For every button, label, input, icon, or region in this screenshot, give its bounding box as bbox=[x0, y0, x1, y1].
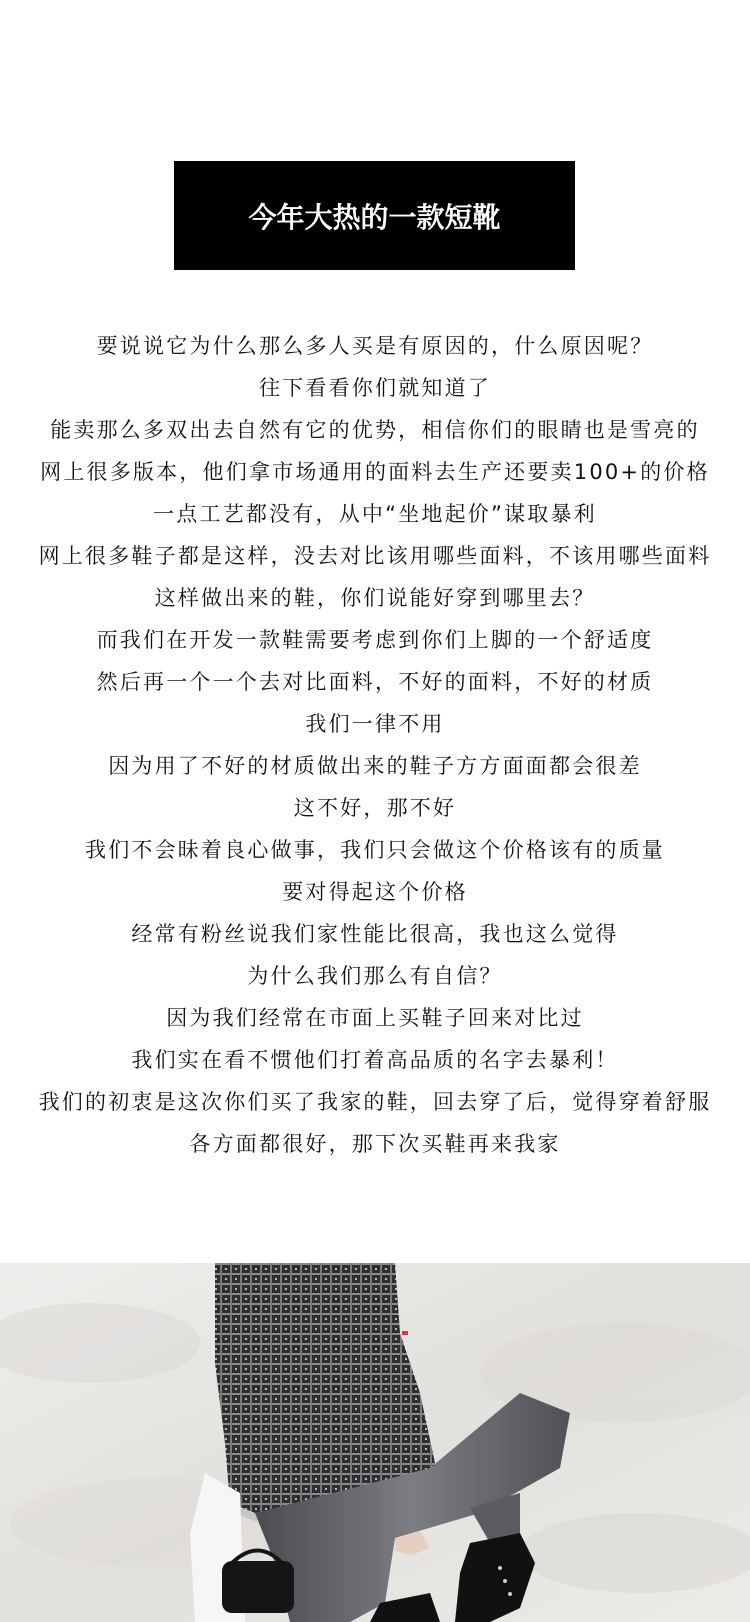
description-line: 各方面都很好，那下次买鞋再来我家 bbox=[189, 1132, 561, 1156]
description-line: 因为我们经常在市面上买鞋子回来对比过 bbox=[166, 1006, 584, 1030]
description-line: 能卖那么多双出去自然有它的优势，相信你们的眼睛也是雪亮的 bbox=[50, 418, 700, 442]
description-line: 为什么我们那么有自信？ bbox=[247, 964, 503, 988]
description-line: 要对得起这个价格 bbox=[282, 880, 468, 904]
model-photo-illustration bbox=[0, 1263, 750, 1622]
page-title: 今年大热的一款短靴 bbox=[248, 200, 501, 234]
description-line: 这样做出来的鞋，你们说能好穿到哪里去？ bbox=[154, 586, 596, 610]
description-line: 然后再一个一个去对比面料，不好的面料，不好的材质 bbox=[96, 670, 654, 694]
description-line: 往下看看你们就知道了 bbox=[259, 376, 491, 400]
product-model-photo bbox=[0, 1263, 750, 1622]
description-line: 这不好，那不好 bbox=[293, 796, 457, 820]
description-line: 要说说它为什么那么多人买是有原因的，什么原因呢？ bbox=[96, 334, 654, 358]
description-line: 我们不会昧着良心做事，我们只会做这个价格该有的质量 bbox=[85, 838, 665, 862]
title-banner bbox=[174, 161, 575, 270]
description-line: 经常有粉丝说我们家性能比很高，我也这么觉得 bbox=[131, 922, 619, 946]
description-line: 因为用了不好的材质做出来的鞋子方方面面都会很差 bbox=[108, 754, 642, 778]
description-text-block bbox=[0, 325, 750, 1165]
description-line: 我们实在看不惯他们打着高品质的名字去暴利！ bbox=[131, 1048, 619, 1072]
description-line: 我们的初衷是这次你们买了我家的鞋，回去穿了后，觉得穿着舒服 bbox=[38, 1090, 712, 1114]
description-line: 我们一律不用 bbox=[305, 712, 445, 736]
description-line: 网上很多鞋子都是这样，没去对比该用哪些面料，不该用哪些面料 bbox=[38, 544, 712, 568]
description-line: 网上很多版本，他们拿市场通用的面料去生产还要卖100+的价格 bbox=[40, 460, 710, 484]
description-line: 而我们在开发一款鞋需要考虑到你们上脚的一个舒适度 bbox=[96, 628, 654, 652]
description-line: 一点工艺都没有，从中“坐地起价”谋取暴利 bbox=[153, 502, 597, 526]
